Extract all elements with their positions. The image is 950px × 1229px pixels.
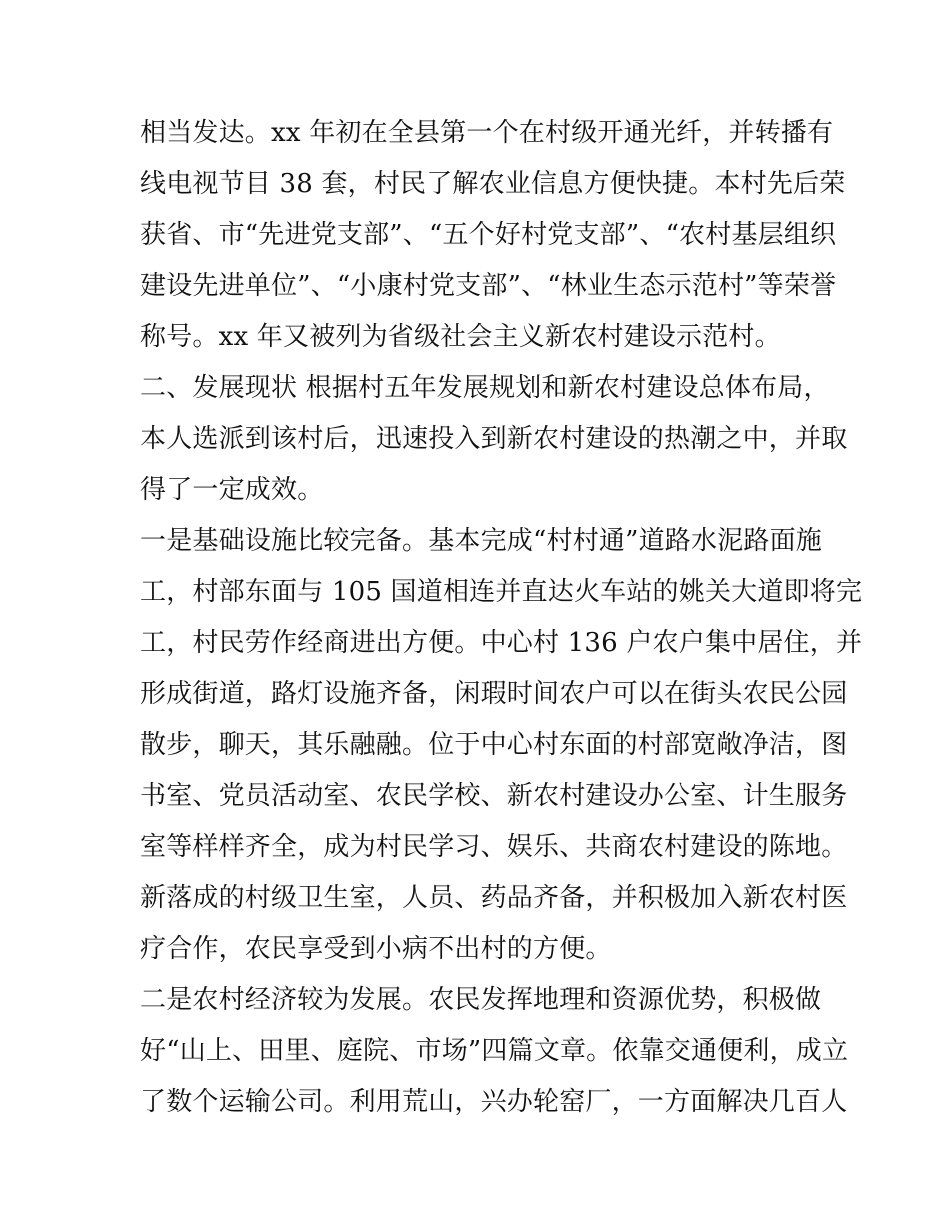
section-heading-line: 二、发展现状 根据村五年发展规划和新农村建设总体布局，	[140, 373, 830, 403]
text-line: 称号。xx 年又被列为省级社会主义新农村建设示范村。	[140, 322, 781, 352]
text-line: 二是农村经济较为发展。农民发挥地理和资源优势，积极做	[140, 985, 822, 1015]
text-line: 一是基础设施比较完备。基本完成“村村通”道路水泥路面施	[140, 526, 822, 556]
text-line: 线电视节目 38 套，村民了解农业信息方便快捷。本村先后荣	[140, 169, 846, 199]
text-line: 本人选派到该村后，迅速投入到新农村建设的热潮之中，并取	[140, 424, 848, 454]
text-line: 建设先进单位”、“小康村党支部”、“林业生态示范村”等荣誉	[140, 271, 837, 301]
text-line: 散步，聊天，其乐融融。位于中心村东面的村部宽敞净洁，图	[140, 730, 848, 760]
text-line: 疗合作，农民享受到小病不出村的方便。	[140, 934, 612, 964]
text-line: 获省、市“先进党支部”、“五个好村党支部”、“农村基层组织	[140, 220, 837, 250]
text-line: 书室、党员活动室、农民学校、新农村建设办公室、计生服务	[140, 781, 848, 811]
text-line: 形成街道，路灯设施齐备，闲瑕时间农户可以在街头农民公园	[140, 679, 848, 709]
text-line: 好“山上、田里、庭院、市场”四篇文章。依靠交通便利，成立	[140, 1036, 849, 1066]
text-line: 工，村部东面与 105 国道相连并直达火车站的姚关大道即将完	[140, 577, 863, 607]
text-line: 了数个运输公司。利用荒山，兴办轮窑厂，一方面解决几百人	[140, 1087, 848, 1117]
text-line: 得了一定成效。	[140, 475, 324, 505]
body-text	[140, 108, 863, 1128]
text-line: 相当发达。xx 年初在全县第一个在村级开通光纤，并转播有	[140, 118, 834, 148]
text-line: 新落成的村级卫生室，人员、药品齐备，并积极加入新农村医	[140, 883, 848, 913]
text-line: 工，村民劳作经商进出方便。中心村 136 户农户集中居住，并	[140, 628, 863, 658]
text-line: 室等样样齐全，成为村民学习、娱乐、共商农村建设的陈地。	[140, 832, 848, 862]
